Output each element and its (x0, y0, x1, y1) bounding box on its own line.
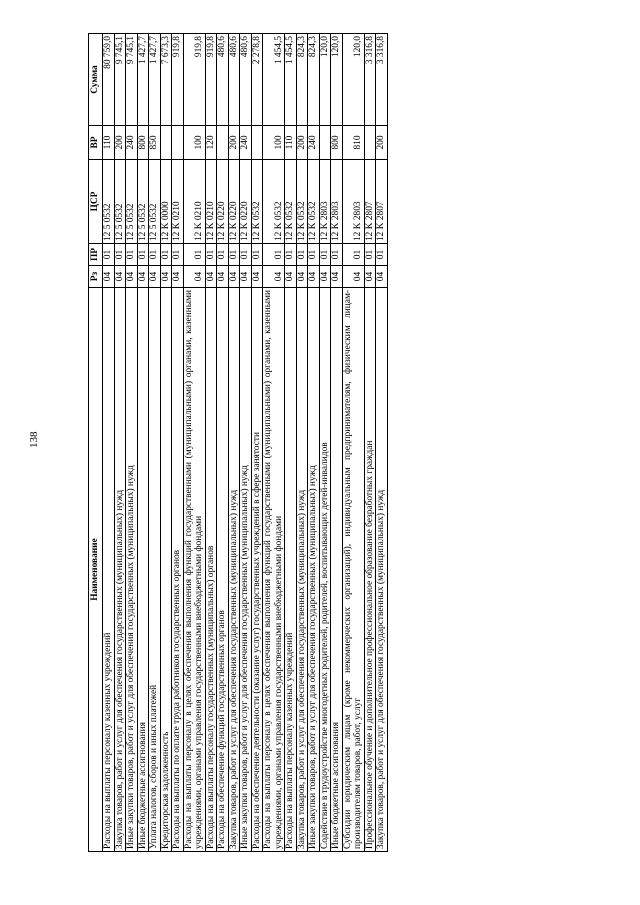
cell-name: Профессиональное обучение и дополнительное профессиональное образование безработных граждан (364, 288, 376, 852)
cell-csr: 12 K 0220 (228, 160, 240, 244)
cell-name: Расходы на выплаты персоналу казенных учреждений (285, 288, 297, 852)
cell-rz: 04 (376, 266, 388, 288)
table-row (308, 34, 320, 852)
table-row (251, 34, 263, 852)
cell-name: Закупка товаров, работ и услуг для обеспечения государственных (муниципальных) нужд (114, 288, 126, 852)
cell-pr: 01 (103, 244, 115, 266)
table-row (137, 34, 149, 852)
cell-csr: 12 K 0210 (183, 160, 205, 244)
cell-rz: 04 (331, 266, 343, 288)
cell-name: Иные бюджетные ассигнования (137, 288, 149, 852)
cell-name: Иные закупки товаров, работ и услуг для обеспечения государственных (муниципальных) нужд (126, 288, 138, 852)
table-row (183, 34, 205, 852)
budget-table (88, 33, 388, 852)
cell-sum: 80 759,0 (103, 34, 115, 126)
cell-csr: 12 K 0220 (217, 160, 229, 244)
cell-sum: 480,6 (217, 34, 229, 126)
table-row (160, 34, 172, 852)
cell-sum: 919,8 (172, 34, 184, 126)
cell-rz: 04 (126, 266, 138, 288)
cell-rz: 04 (160, 266, 172, 288)
cell-csr: 12 5 0532 (137, 160, 149, 244)
cell-pr: 01 (172, 244, 184, 266)
header-rz: Рз (89, 266, 103, 288)
table-header-row (89, 34, 103, 852)
cell-name: Уплата налогов, сборов и иных платежей (149, 288, 161, 852)
cell-pr: 01 (308, 244, 320, 266)
cell-vr (160, 126, 172, 160)
cell-rz: 04 (296, 266, 308, 288)
cell-csr: 12 K 0532 (251, 160, 263, 244)
header-pr: ПР (89, 244, 103, 266)
header-csr: ЦСР (89, 160, 103, 244)
cell-pr: 01 (160, 244, 172, 266)
cell-vr: 200 (376, 126, 388, 160)
cell-vr (319, 126, 331, 160)
cell-rz: 04 (114, 266, 126, 288)
cell-sum: 919,8 (183, 34, 205, 126)
cell-pr: 01 (342, 244, 364, 266)
cell-name: Расходы на обеспечение функций государственных органов (217, 288, 229, 852)
cell-name: Закупка товаров, работ и услуг для обеспечения государственных (муниципальных) нужд (228, 288, 240, 852)
cell-rz: 04 (137, 266, 149, 288)
cell-name: Расходы на выплаты персоналу казенных учреждений (103, 288, 115, 852)
cell-csr: 12 K 0532 (263, 160, 285, 244)
cell-csr: 12 K 0000 (160, 160, 172, 244)
cell-sum: 120,0 (331, 34, 343, 126)
cell-sum: 1 454,5 (263, 34, 285, 126)
header-sum: Сумма (89, 34, 103, 126)
cell-csr: 12 K 2803 (342, 160, 364, 244)
cell-vr (172, 126, 184, 160)
cell-pr: 01 (149, 244, 161, 266)
cell-pr: 01 (251, 244, 263, 266)
cell-name: Расходы на выплаты персоналу в целях обеспечения выполнения функций государственными (муниципальными) органами, казенными учреждениями, органами управления государственными внебюджетными фондами (263, 288, 285, 852)
cell-pr: 01 (217, 244, 229, 266)
cell-rz: 04 (103, 266, 115, 288)
header-vr: ВР (89, 126, 103, 160)
cell-name: Закупка товаров, работ и услуг для обеспечения государственных (муниципальных) нужд (376, 288, 388, 852)
cell-vr (251, 126, 263, 160)
cell-csr: 12 K 0532 (308, 160, 320, 244)
cell-pr: 01 (319, 244, 331, 266)
table-row (285, 34, 297, 852)
cell-vr (364, 126, 376, 160)
cell-pr: 01 (285, 244, 297, 266)
cell-name: Иные закупки товаров, работ и услуг для обеспечения государственных (муниципальных) нужд (240, 288, 252, 852)
cell-rz: 04 (183, 266, 205, 288)
cell-pr: 01 (205, 244, 217, 266)
cell-pr: 01 (364, 244, 376, 266)
cell-rz: 04 (285, 266, 297, 288)
cell-sum: 3 316,8 (364, 34, 376, 126)
cell-name: Иные бюджетные ассигнования (331, 288, 343, 852)
table-row (376, 34, 388, 852)
table-row (228, 34, 240, 852)
cell-vr: 240 (308, 126, 320, 160)
cell-vr (217, 126, 229, 160)
cell-rz: 04 (240, 266, 252, 288)
cell-vr: 200 (228, 126, 240, 160)
cell-pr: 01 (376, 244, 388, 266)
cell-vr: 240 (240, 126, 252, 160)
table-row (149, 34, 161, 852)
table-row (172, 34, 184, 852)
cell-rz: 04 (319, 266, 331, 288)
cell-sum: 120,0 (342, 34, 364, 126)
cell-sum: 2 278,8 (251, 34, 263, 126)
cell-rz: 04 (217, 266, 229, 288)
cell-rz: 04 (172, 266, 184, 288)
cell-pr: 01 (240, 244, 252, 266)
cell-csr: 12 5 0532 (126, 160, 138, 244)
cell-vr: 240 (126, 126, 138, 160)
table-row (342, 34, 364, 852)
cell-sum: 824,3 (308, 34, 320, 126)
cell-csr: 12 K 0220 (240, 160, 252, 244)
cell-csr: 12 K 0532 (285, 160, 297, 244)
cell-sum: 1 427,7 (149, 34, 161, 126)
cell-csr: 12 K 2803 (331, 160, 343, 244)
cell-vr: 110 (285, 126, 297, 160)
cell-csr: 12 K 2807 (376, 160, 388, 244)
table-row (126, 34, 138, 852)
cell-vr: 810 (342, 126, 364, 160)
cell-sum: 9 745,1 (126, 34, 138, 126)
cell-sum: 480,6 (240, 34, 252, 126)
cell-vr: 100 (263, 126, 285, 160)
cell-sum: 1 427,7 (137, 34, 149, 126)
cell-pr: 01 (183, 244, 205, 266)
cell-csr: 12 5 0532 (114, 160, 126, 244)
cell-sum: 3 316,8 (376, 34, 388, 126)
cell-sum: 7 673,3 (160, 34, 172, 126)
cell-vr: 100 (183, 126, 205, 160)
table-row (331, 34, 343, 852)
page-number: 138 (28, 431, 40, 448)
cell-pr: 01 (126, 244, 138, 266)
cell-sum: 9 745,1 (114, 34, 126, 126)
cell-vr: 850 (149, 126, 161, 160)
cell-rz: 04 (364, 266, 376, 288)
cell-rz: 04 (263, 266, 285, 288)
cell-pr: 01 (114, 244, 126, 266)
cell-pr: 01 (263, 244, 285, 266)
cell-vr: 120 (205, 126, 217, 160)
cell-name: Содействие в трудоустройстве многодетных родителей, родителей, воспитывающих детей-инвалидов (319, 288, 331, 852)
cell-csr: 12 K 0210 (205, 160, 217, 244)
cell-name: Субсидии юридическим лицам (кроме некоммерческих организаций), индивидуальным предпринимателям, физическим лицам-производителям товаров, работ, услуг (342, 288, 364, 852)
table-row (217, 34, 229, 852)
cell-sum: 824,3 (296, 34, 308, 126)
cell-sum: 1 454,5 (285, 34, 297, 126)
table-row (114, 34, 126, 852)
cell-vr: 800 (331, 126, 343, 160)
cell-pr: 01 (228, 244, 240, 266)
cell-sum: 120,0 (319, 34, 331, 126)
cell-vr: 200 (114, 126, 126, 160)
cell-sum: 919,8 (205, 34, 217, 126)
cell-vr: 200 (296, 126, 308, 160)
cell-rz: 04 (308, 266, 320, 288)
table-row (364, 34, 376, 852)
cell-pr: 01 (296, 244, 308, 266)
cell-csr: 12 K 0532 (296, 160, 308, 244)
cell-name: Расходы на выплаты персоналу в целях обеспечения выполнения функций государственными (муниципальными) органами, казенными учреждениями, органами управления государственными внебюджетными фондами (183, 288, 205, 852)
cell-csr: 12 5 0532 (149, 160, 161, 244)
cell-csr: 12 K 2803 (319, 160, 331, 244)
cell-csr: 12 K 0210 (172, 160, 184, 244)
cell-rz: 04 (228, 266, 240, 288)
cell-sum: 480,6 (228, 34, 240, 126)
table-body (103, 34, 388, 852)
cell-rz: 04 (205, 266, 217, 288)
table-row (319, 34, 331, 852)
cell-name: Закупка товаров, работ и услуг для обеспечения государственных (муниципальных) нужд (296, 288, 308, 852)
cell-vr: 110 (103, 126, 115, 160)
cell-rz: 04 (342, 266, 364, 288)
cell-pr: 01 (331, 244, 343, 266)
table-row (103, 34, 115, 852)
cell-pr: 01 (137, 244, 149, 266)
table-row (296, 34, 308, 852)
cell-vr: 800 (137, 126, 149, 160)
rotated-page-content (88, 34, 556, 852)
table-row (240, 34, 252, 852)
table-row (205, 34, 217, 852)
cell-name: Расходы на выплаты по оплате труда работников государственных органов (172, 288, 184, 852)
cell-csr: 12 K 2807 (364, 160, 376, 244)
cell-rz: 04 (149, 266, 161, 288)
cell-csr: 12 5 0532 (103, 160, 115, 244)
cell-name: Иные закупки товаров, работ и услуг для обеспечения государственных (муниципальных) нужд (308, 288, 320, 852)
cell-name: Расходы на выплаты персоналу государственных (муниципальных) органов (205, 288, 217, 852)
cell-name: Кредиторская задолженность (160, 288, 172, 852)
table-row (263, 34, 285, 852)
cell-name: Расходы на обеспечение деятельности (оказание услуг) государственных учреждений в сфере занятости (251, 288, 263, 852)
header-name: Наименование (89, 288, 103, 852)
cell-rz: 04 (251, 266, 263, 288)
